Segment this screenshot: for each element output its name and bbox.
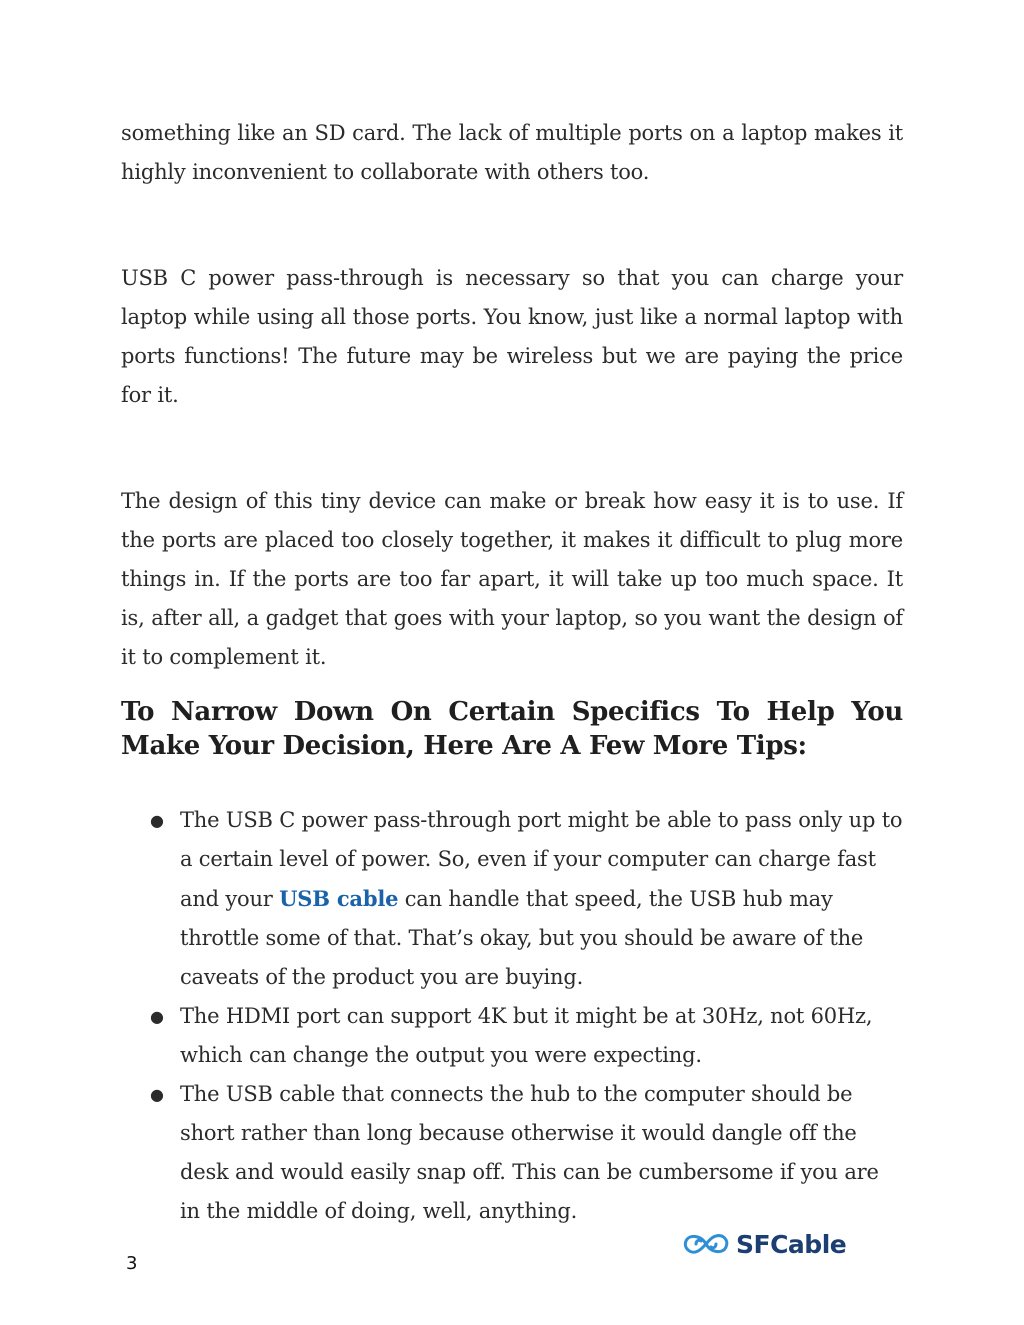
paragraph-design: The design of this tiny device can make or break how easy it is to use. If the ports are placed too closely together, it makes it difficult to plug more things in. If the ports are too far apart, it will take up too much space. It is, after all, a gadget that goes with your laptop, so you want the design of it to complement it.: [121, 489, 903, 669]
section-heading: To Narrow Down On Certain Specifics To Help You Make Your Decision, Here Are A Few More Tips:: [121, 697, 903, 761]
page-number: 3: [126, 1253, 138, 1274]
tip-text: The USB cable that connects the hub to the computer should be short rather than long because otherwise it would dangle off the desk and would easily snap off. This can be cumbersome if you are in the middle of doing, well, anything.: [180, 1082, 879, 1223]
tip-text: can handle that speed, the USB hub may throttle some of that. That’s okay, but you should be aware of the caveats of the product you are buying.: [180, 887, 864, 989]
bullet-icon: ●: [150, 1085, 164, 1104]
paragraph-power-pass-through: USB C power pass-through is necessary so that you can charge your laptop while using all those ports. You know, just like a normal laptop with ports functions! The future may be wireless but we are paying the price for it.: [121, 266, 903, 407]
tips-list: [121, 801, 903, 1231]
list-item: [150, 1075, 903, 1231]
bullet-icon: ●: [150, 1007, 164, 1026]
list-item: [150, 997, 903, 1075]
bullet-icon: ●: [150, 811, 164, 830]
tip-text: The HDMI port can support 4K but it might be at 30Hz, not 60Hz, which can change the output you were expecting.: [180, 1004, 873, 1067]
list-item: [150, 801, 903, 997]
usb-cable-link[interactable]: USB cable: [279, 886, 399, 911]
logo-text: SFCable: [736, 1229, 847, 1259]
sfcable-logo: [680, 1226, 846, 1262]
tip-text: The USB C power pass-through port might be able to pass only up to a certain level of power. So, even if your computer can charge fast and your: [180, 808, 903, 911]
infinity-cable-icon: [680, 1229, 732, 1259]
paragraph-sd-card: something like an SD card. The lack of multiple ports on a laptop makes it highly inconvenient to collaborate with others too.: [121, 121, 903, 184]
document-body: [121, 114, 903, 1231]
